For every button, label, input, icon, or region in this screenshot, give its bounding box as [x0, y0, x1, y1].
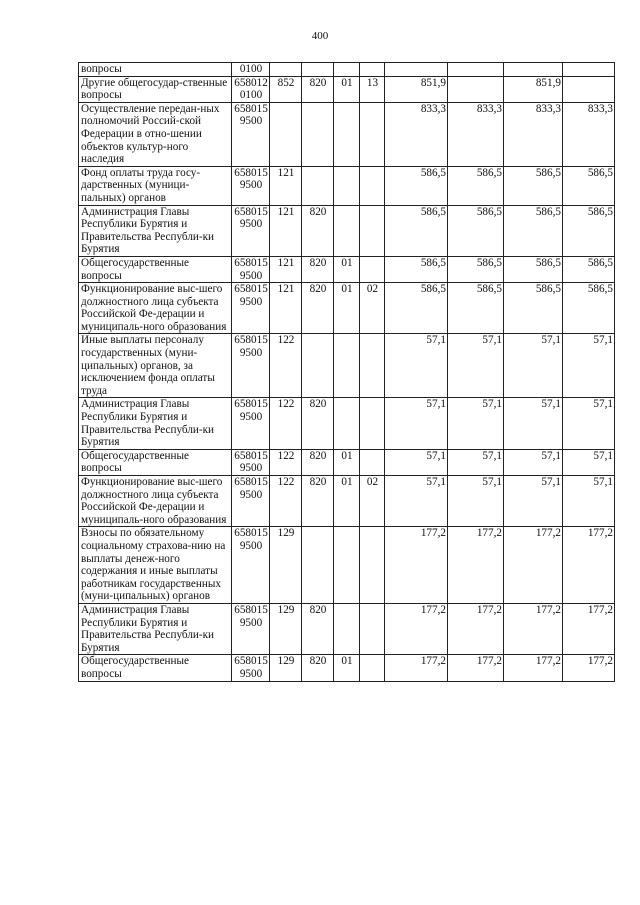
- table-row: [79, 655, 615, 681]
- cell-expense-type: 129: [270, 655, 302, 681]
- cell-target-article: 658015 9500: [232, 527, 270, 604]
- cell-amount-3: 57,1: [504, 398, 563, 449]
- cell-amount-3: 586,5: [504, 256, 563, 282]
- cell-amount-4: 57,1: [563, 449, 615, 475]
- cell-amount-3: 57,1: [504, 449, 563, 475]
- cell-subsection: [360, 256, 385, 282]
- cell-name: Администрация Главы Республики Бурятия и Правительства Республи-ки Бурятия: [79, 205, 232, 256]
- cell-amount-1: 586,5: [385, 205, 448, 256]
- cell-amount-4: 57,1: [563, 334, 615, 398]
- table-body: [79, 63, 615, 682]
- cell-target-article: 658015 9500: [232, 398, 270, 449]
- table-row: [79, 449, 615, 475]
- table-row: [79, 102, 615, 166]
- cell-name: Фонд оплаты труда госу-дарственных (муници-пальных) органов: [79, 166, 232, 205]
- cell-budget-holder: 820: [302, 603, 334, 654]
- cell-amount-2: 177,2: [448, 603, 504, 654]
- table-row: [79, 76, 615, 102]
- cell-target-article: 658015 9500: [232, 166, 270, 205]
- cell-expense-type: 121: [270, 205, 302, 256]
- cell-target-article: 658015 9500: [232, 102, 270, 166]
- cell-amount-1: 57,1: [385, 398, 448, 449]
- cell-amount-4: 57,1: [563, 476, 615, 527]
- cell-name: Администрация Главы Республики Бурятия и Правительства Республи-ки Бурятия: [79, 603, 232, 654]
- cell-target-article: 658015 9500: [232, 205, 270, 256]
- cell-amount-3: 833,3: [504, 102, 563, 166]
- cell-name: Взносы по обязательному социальному страхова-нию на выплаты денеж-ного содержания и иные выплаты работникам государственных (муни-ципальных) органов: [79, 527, 232, 604]
- cell-budget-holder: 820: [302, 476, 334, 527]
- cell-amount-2: [448, 76, 504, 102]
- cell-target-article: 658015 9500: [232, 334, 270, 398]
- cell-amount-4: 586,5: [563, 256, 615, 282]
- cell-name: Администрация Главы Республики Бурятия и Правительства Республи-ки Бурятия: [79, 398, 232, 449]
- cell-amount-1: 57,1: [385, 449, 448, 475]
- cell-amount-4: [563, 63, 615, 77]
- cell-amount-2: 586,5: [448, 166, 504, 205]
- cell-target-article: 658012 0100: [232, 76, 270, 102]
- cell-budget-holder: 820: [302, 398, 334, 449]
- cell-amount-1: 177,2: [385, 527, 448, 604]
- table-row: [79, 603, 615, 654]
- cell-section: 01: [334, 76, 360, 102]
- cell-budget-holder: 820: [302, 283, 334, 334]
- cell-name: Функционирование выс-шего должностного лица субъекта Российской Фе-дерации и муниципаль-ного образования: [79, 476, 232, 527]
- cell-amount-2: 833,3: [448, 102, 504, 166]
- cell-section: [334, 63, 360, 77]
- cell-amount-4: 586,5: [563, 283, 615, 334]
- cell-name: Осуществление передан-ных полномочий Россий-ской Федерации в отно-шении объектов культур-ного наследия: [79, 102, 232, 166]
- table-row: [79, 476, 615, 527]
- cell-budget-holder: 820: [302, 256, 334, 282]
- cell-amount-3: 177,2: [504, 655, 563, 681]
- cell-target-article: 658015 9500: [232, 256, 270, 282]
- cell-subsection: 02: [360, 476, 385, 527]
- cell-section: 01: [334, 449, 360, 475]
- cell-amount-2: 57,1: [448, 398, 504, 449]
- cell-amount-3: 586,5: [504, 283, 563, 334]
- cell-expense-type: 121: [270, 166, 302, 205]
- cell-section: 01: [334, 476, 360, 527]
- cell-subsection: 13: [360, 76, 385, 102]
- cell-section: 01: [334, 283, 360, 334]
- cell-subsection: [360, 102, 385, 166]
- table-row: [79, 334, 615, 398]
- cell-expense-type: 852: [270, 76, 302, 102]
- cell-subsection: [360, 166, 385, 205]
- cell-expense-type: 122: [270, 449, 302, 475]
- cell-amount-1: 586,5: [385, 166, 448, 205]
- cell-target-article: 0100: [232, 63, 270, 77]
- table-row: [79, 166, 615, 205]
- cell-amount-2: 57,1: [448, 476, 504, 527]
- cell-expense-type: 121: [270, 283, 302, 334]
- cell-name: вопросы: [79, 63, 232, 77]
- cell-subsection: [360, 655, 385, 681]
- cell-amount-1: 57,1: [385, 334, 448, 398]
- cell-section: [334, 603, 360, 654]
- cell-amount-1: [385, 63, 448, 77]
- cell-amount-2: 586,5: [448, 256, 504, 282]
- cell-expense-type: [270, 63, 302, 77]
- cell-name: Общегосударственные вопросы: [79, 449, 232, 475]
- cell-amount-2: [448, 63, 504, 77]
- table-row: [79, 527, 615, 604]
- table-row: [79, 256, 615, 282]
- cell-expense-type: 122: [270, 334, 302, 398]
- cell-amount-2: 586,5: [448, 205, 504, 256]
- cell-amount-3: 586,5: [504, 166, 563, 205]
- cell-budget-holder: [302, 527, 334, 604]
- cell-budget-holder: 820: [302, 205, 334, 256]
- cell-amount-3: 57,1: [504, 334, 563, 398]
- cell-target-article: 658015 9500: [232, 476, 270, 527]
- cell-amount-3: 177,2: [504, 527, 563, 604]
- cell-amount-3: 586,5: [504, 205, 563, 256]
- table-row: [79, 398, 615, 449]
- cell-amount-1: 57,1: [385, 476, 448, 527]
- cell-section: [334, 334, 360, 398]
- cell-amount-2: 177,2: [448, 527, 504, 604]
- cell-amount-3: 851,9: [504, 76, 563, 102]
- cell-name: Иные выплаты персоналу государственных (муни-ципальных) органов, за исключением фонда оплаты труда: [79, 334, 232, 398]
- table-row: [79, 63, 615, 77]
- cell-subsection: [360, 63, 385, 77]
- cell-amount-3: 177,2: [504, 603, 563, 654]
- cell-expense-type: [270, 102, 302, 166]
- cell-name: Общегосударственные вопросы: [79, 256, 232, 282]
- cell-amount-3: 57,1: [504, 476, 563, 527]
- cell-budget-holder: [302, 166, 334, 205]
- cell-budget-holder: 820: [302, 449, 334, 475]
- cell-amount-4: 586,5: [563, 205, 615, 256]
- cell-amount-4: [563, 76, 615, 102]
- cell-expense-type: 121: [270, 256, 302, 282]
- cell-amount-1: 177,2: [385, 655, 448, 681]
- cell-target-article: 658015 9500: [232, 603, 270, 654]
- cell-subsection: [360, 603, 385, 654]
- cell-amount-2: 57,1: [448, 449, 504, 475]
- cell-amount-1: 851,9: [385, 76, 448, 102]
- cell-amount-4: 57,1: [563, 398, 615, 449]
- cell-target-article: 658015 9500: [232, 283, 270, 334]
- cell-target-article: 658015 9500: [232, 655, 270, 681]
- cell-target-article: 658015 9500: [232, 449, 270, 475]
- cell-amount-4: 586,5: [563, 166, 615, 205]
- table-row: [79, 283, 615, 334]
- table-row: [79, 205, 615, 256]
- cell-amount-4: 833,3: [563, 102, 615, 166]
- cell-amount-4: 177,2: [563, 603, 615, 654]
- cell-amount-2: 177,2: [448, 655, 504, 681]
- cell-section: [334, 205, 360, 256]
- cell-budget-holder: [302, 63, 334, 77]
- cell-budget-holder: 820: [302, 76, 334, 102]
- page-number: 400: [311, 30, 329, 42]
- cell-subsection: [360, 205, 385, 256]
- cell-amount-1: 833,3: [385, 102, 448, 166]
- cell-budget-holder: [302, 102, 334, 166]
- cell-section: 01: [334, 256, 360, 282]
- cell-budget-holder: [302, 334, 334, 398]
- cell-amount-2: 586,5: [448, 283, 504, 334]
- cell-amount-1: 177,2: [385, 603, 448, 654]
- cell-section: [334, 166, 360, 205]
- cell-expense-type: 129: [270, 603, 302, 654]
- cell-amount-1: 586,5: [385, 283, 448, 334]
- cell-section: [334, 102, 360, 166]
- cell-subsection: [360, 527, 385, 604]
- cell-section: [334, 527, 360, 604]
- cell-name: Другие общегосудар-ственные вопросы: [79, 76, 232, 102]
- cell-expense-type: 129: [270, 527, 302, 604]
- cell-amount-4: 177,2: [563, 655, 615, 681]
- cell-expense-type: 122: [270, 398, 302, 449]
- cell-name: Функционирование выс-шего должностного лица субъекта Российской Фе-дерации и муниципаль-ного образования: [79, 283, 232, 334]
- cell-subsection: [360, 398, 385, 449]
- budget-table: [78, 62, 615, 682]
- cell-amount-4: 177,2: [563, 527, 615, 604]
- cell-budget-holder: 820: [302, 655, 334, 681]
- cell-amount-2: 57,1: [448, 334, 504, 398]
- cell-section: 01: [334, 655, 360, 681]
- cell-subsection: 02: [360, 283, 385, 334]
- cell-expense-type: 122: [270, 476, 302, 527]
- cell-subsection: [360, 449, 385, 475]
- cell-name: Общегосударственные вопросы: [79, 655, 232, 681]
- cell-subsection: [360, 334, 385, 398]
- cell-amount-1: 586,5: [385, 256, 448, 282]
- cell-section: [334, 398, 360, 449]
- cell-amount-3: [504, 63, 563, 77]
